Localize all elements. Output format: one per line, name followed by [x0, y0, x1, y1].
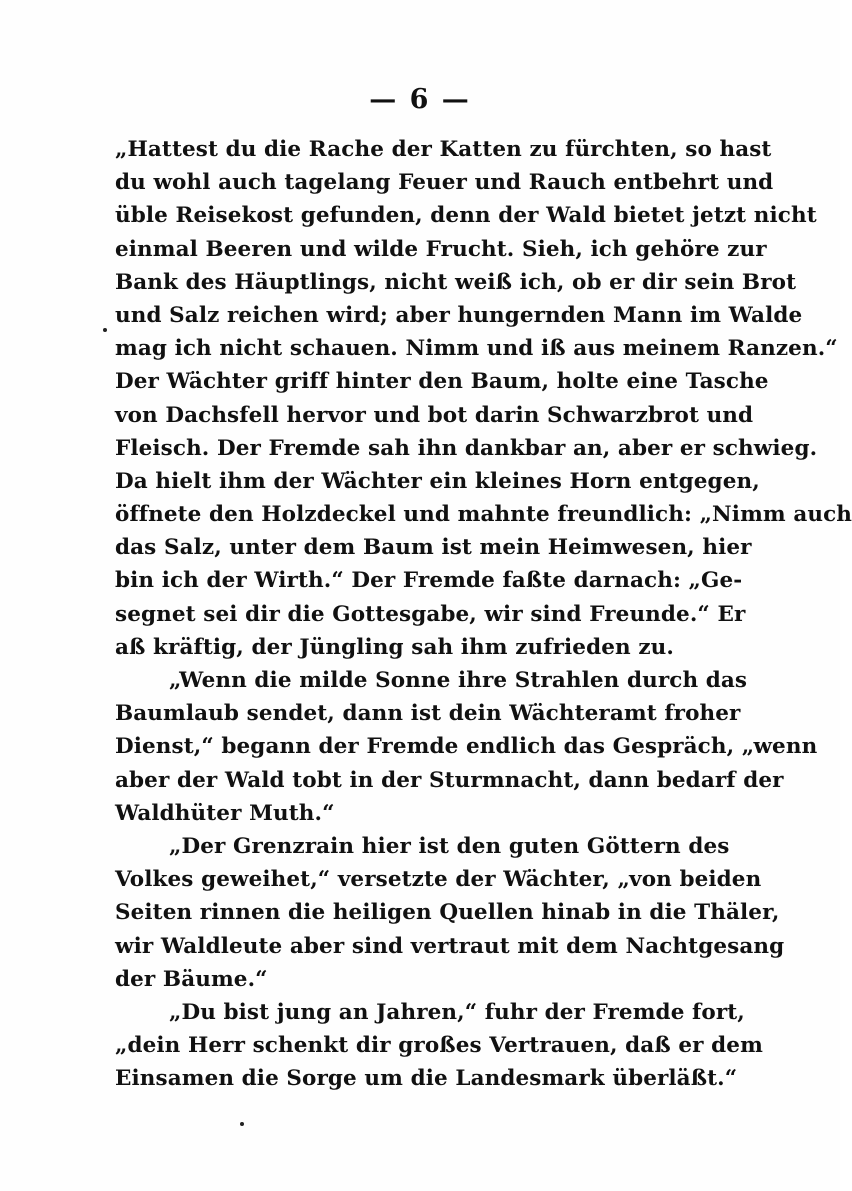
text-line: aß kräftig, der Jüngling sah ihm zufrieden zu. [115, 634, 674, 660]
text-line: bin ich der Wirth.“ Der Fremde faßte darnach: „Ge- [115, 568, 743, 594]
text-line: der Bäume.“ [115, 966, 268, 992]
text-line: wir Waldleute aber sind vertraut mit dem Nachtgesang [115, 933, 785, 959]
text-line: Waldhüter Muth.“ [115, 800, 335, 826]
text-line: aber der Wald tobt in der Sturmnacht, dann bedarf der [115, 767, 784, 793]
body-text [115, 133, 852, 1095]
ink-speck [240, 1122, 244, 1126]
text-line: Baumlaub sendet, dann ist dein Wächteramt froher [115, 701, 741, 727]
text-line: Seiten rinnen die heiligen Quellen hinab in die Thäler, [115, 900, 780, 926]
text-line: mag ich nicht schauen. Nimm und iß aus meinem Ranzen.“ [115, 336, 838, 362]
text-line: öffnete den Holzdeckel und mahnte freundlich: „Nimm auch [115, 502, 852, 528]
text-line: Volkes geweihet,“ versetzte der Wächter, „von beiden [115, 867, 762, 893]
text-line: Einsamen die Sorge um die Landesmark überläßt.“ [115, 1066, 738, 1092]
text-line: „Hattest du die Rache der Katten zu fürchten, so hast [115, 137, 772, 162]
text-line: segnet sei dir die Gottesgabe, wir sind Freunde.“ Er [115, 601, 746, 627]
page-number: — 6 — [369, 84, 471, 115]
text-line: üble Reisekost gefunden, denn der Wald bietet jetzt nicht [115, 203, 817, 229]
text-line: Da hielt ihm der Wächter ein kleines Horn entgegen, [115, 468, 760, 494]
text-line: Fleisch. Der Fremde sah ihn dankbar an, aber er schwieg. [115, 435, 818, 461]
text-line: „dein Herr schenkt dir großes Vertrauen, daß er dem [115, 1033, 763, 1059]
text-line: und Salz reichen wird; aber hungernden Mann im Walde [115, 302, 803, 328]
paragraph-start-line: „Wenn die milde Sonne ihre Strahlen durch das [169, 668, 748, 693]
text-line: Dienst,“ begann der Fremde endlich das Gespräch, „wenn [115, 734, 818, 760]
paragraph-start-line: „Der Grenzrain hier ist den guten Göttern des [169, 833, 730, 859]
text-line: Bank des Häuptlings, nicht weiß ich, ob er dir sein Brot [115, 269, 797, 295]
text-line: einmal Beeren und wilde Frucht. Sieh, ich gehöre zur [115, 236, 767, 262]
text-line: Der Wächter griff hinter den Baum, holte eine Tasche [115, 369, 769, 395]
margin-speck [103, 328, 107, 332]
text-line: du wohl auch tagelang Feuer und Rauch entbehrt und [115, 170, 774, 196]
text-line: von Dachsfell hervor und bot darin Schwarzbrot und [115, 402, 754, 428]
text-line: das Salz, unter dem Baum ist mein Heimwesen, hier [115, 535, 752, 561]
paragraph-start-line: „Du bist jung an Jahren,“ fuhr der Fremde fort, [169, 999, 745, 1025]
